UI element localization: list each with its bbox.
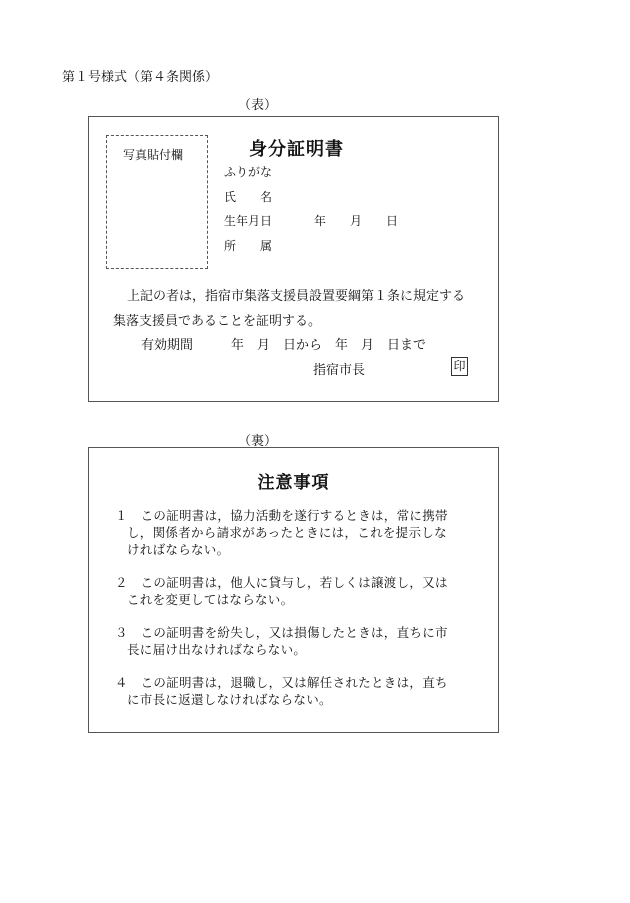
validity-range: 年 月 日から 年 月 日まで [231,338,427,353]
certification-line-1: 上記の者は，指宿市集落支援員設置要綱第１条に規定する [127,289,466,304]
birth-day-unit: 日 [386,214,399,228]
note-4-line-2: に市長に返還しなければならない。 [127,692,332,707]
note-4-line-1: ４ この証明書は，退職し，又は解任されたときは，直ち [115,675,448,690]
photo-label: 写真貼付欄 [123,148,184,162]
photo-box [106,135,208,269]
validity-label: 有効期間 [141,338,194,353]
note-3-line-2: 長に届け出なければならない。 [127,642,307,657]
id-card-back [88,447,499,733]
note-2-line-2: これを変更してはならない。 [127,592,294,607]
note-2-line-1: ２ この証明書は，他人に貸与し，若しくは譲渡し，又は [115,575,448,590]
back-side-label: （裏） [238,434,278,449]
note-1-line-3: ければならない。 [127,542,230,557]
field-affiliation: 所 属 [224,239,273,253]
form-number: 第１号様式（第４条関係） [62,70,219,85]
card-title: 身分証明書 [249,139,344,160]
id-card-front [88,116,499,402]
field-birthdate: 生年月日 [224,214,273,228]
note-1-line-1: １ この証明書は，協力活動を遂行するときは，常に携帯 [115,508,448,523]
notes-title: 注意事項 [257,473,330,493]
front-side-label: （表） [238,98,278,113]
note-1-line-2: し，関係者から請求があったときには，これを提示しな [127,525,447,540]
field-name: 氏 名 [224,190,273,204]
seal-mark: 印 [451,357,468,376]
note-3-line-1: ３ この証明書を紛失し，又は損傷したときは，直ちに市 [115,625,448,640]
birth-year-unit: 年 [314,214,327,228]
certification-line-2: 集落支援員であることを証明する。 [113,314,322,329]
birth-month-unit: 月 [350,214,363,228]
field-furigana: ふりがな [224,165,273,179]
issuer: 指宿市長 [313,363,366,378]
